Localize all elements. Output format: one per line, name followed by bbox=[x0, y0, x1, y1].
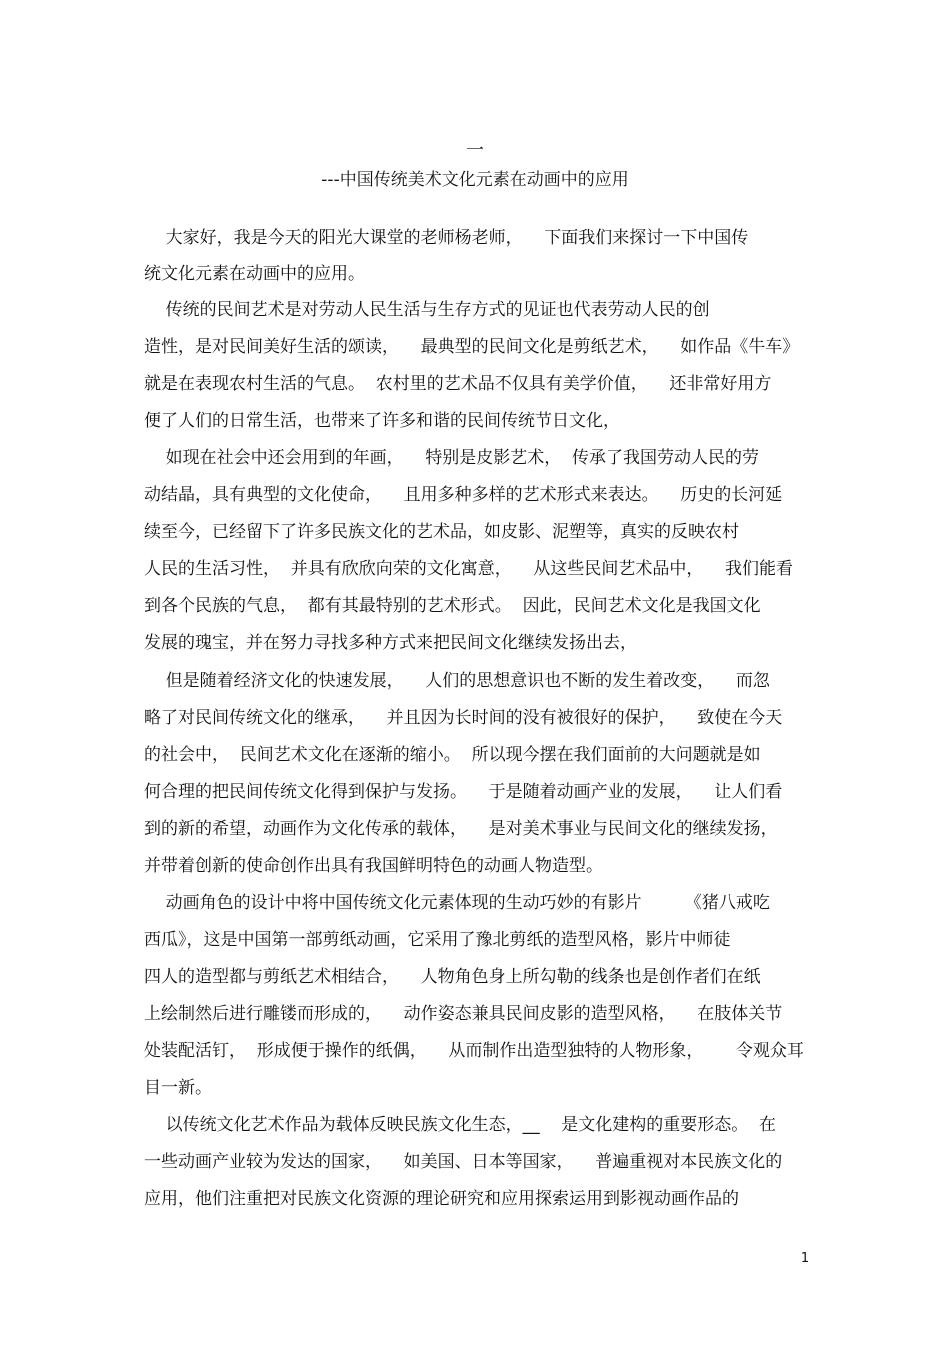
text-line: 到各个民族的气息， 都有其最特别的艺术形式。 因此，民间艺术文化是我国文化 bbox=[144, 596, 761, 616]
text-line: 但是随着经济文化的快速发展， 人们的思想意识也不断的发生着改变， 而忽 bbox=[144, 671, 770, 691]
text-line: 就是在表现农村生活的气息。 农村里的艺术品不仅具有美学价值， 还非常好用方 bbox=[144, 374, 772, 394]
text-line: 人民的生活习性， 并具有欣欣向荣的文化寓意， 从这些民间艺术品中， 我们能看 bbox=[144, 559, 794, 579]
text-line: 西瓜》，这是中国第一部剪纸动画，它采用了豫北剪纸的造型风格，影片中师徒 bbox=[144, 930, 731, 950]
text-line: 何合理的把民间传统文化得到保护与发扬。 于是随着动画产业的发展， 让人们看 bbox=[144, 782, 783, 802]
text-line: 动结晶，具有典型的文化使命， 且用多种多样的艺术形式来表达。 历史的长河延 bbox=[144, 485, 783, 505]
title-mark: 一 bbox=[466, 140, 484, 161]
page-number: 1 bbox=[800, 1251, 810, 1266]
text-line: 统文化元素在动画中的应用。 bbox=[144, 264, 365, 284]
text-line: 并带着创新的使命创作出具有我国鲜明特色的动画人物造型。 bbox=[144, 856, 603, 876]
document-title: ---中国传统美术文化元素在动画中的应用 bbox=[321, 170, 629, 190]
text-line: 以传统文化艺术作品为载体反映民族文化生态，__ 是文化建构的重要形态。 在 bbox=[144, 1115, 777, 1135]
text-line: 动画角色的设计中将中国传统文化元素体现的生动巧妙的有影片 《猪八戒吃 bbox=[144, 893, 770, 913]
text-line: 到的新的希望，动画作为文化传承的载体， 是对美术事业与民间文化的继续发扬， bbox=[144, 819, 778, 839]
text-line: 发展的瑰宝，并在努力寻找多种方式来把民间文化继续发扬出去， bbox=[144, 633, 637, 653]
text-line: 大家好，我是今天的阳光大课堂的老师杨老师， 下面我们来探讨一下中国传 bbox=[144, 228, 749, 248]
text-line: 续至今，已经留下了许多民族文化的艺术品，如皮影、泥塑等，真实的反映农村 bbox=[144, 522, 739, 542]
text-line: 传统的民间艺术是对劳动人民生活与生存方式的见证也代表劳动人民的创 bbox=[144, 300, 710, 320]
text-line: 略了对民间传统文化的继承， 并且因为长时间的没有被很好的保护， 致使在今天 bbox=[144, 708, 783, 728]
text-line: 造性，是对民间美好生活的颂读， 最典型的民间文化是剪纸艺术， 如作品《牛车》 bbox=[144, 337, 800, 357]
text-line: 便了人们的日常生活，也带来了许多和谐的民间传统节日文化， bbox=[144, 411, 620, 431]
text-line: 四人的造型都与剪纸艺术相结合， 人物角色身上所勾勒的线条也是创作者们在纸 bbox=[144, 967, 761, 987]
text-line: 的社会中， 民间艺术文化在逐渐的缩小。 所以现今摆在我们面前的大问题就是如 bbox=[144, 745, 761, 765]
text-line: 如现在社会中还会用到的年画， 特别是皮影艺术， 传承了我国劳动人民的劳 bbox=[144, 448, 760, 468]
text-line: 目一新。 bbox=[144, 1078, 212, 1098]
text-line: 处装配活钉， 形成便于操作的纸偶， 从而制作出造型独特的人物形象， 令观众耳 bbox=[144, 1041, 804, 1061]
text-line: 应用，他们注重把对民族文化资源的理论研究和应用探索运用到影视动画作品的 bbox=[144, 1189, 739, 1209]
text-line: 上绘制然后进行雕镂而形成的， 动作姿态兼具民间皮影的造型风格， 在肢体关节 bbox=[144, 1004, 783, 1024]
text-line: 一些动画产业较为发达的国家， 如美国、日本等国家， 普遍重视对本民族文化的 bbox=[144, 1152, 783, 1172]
